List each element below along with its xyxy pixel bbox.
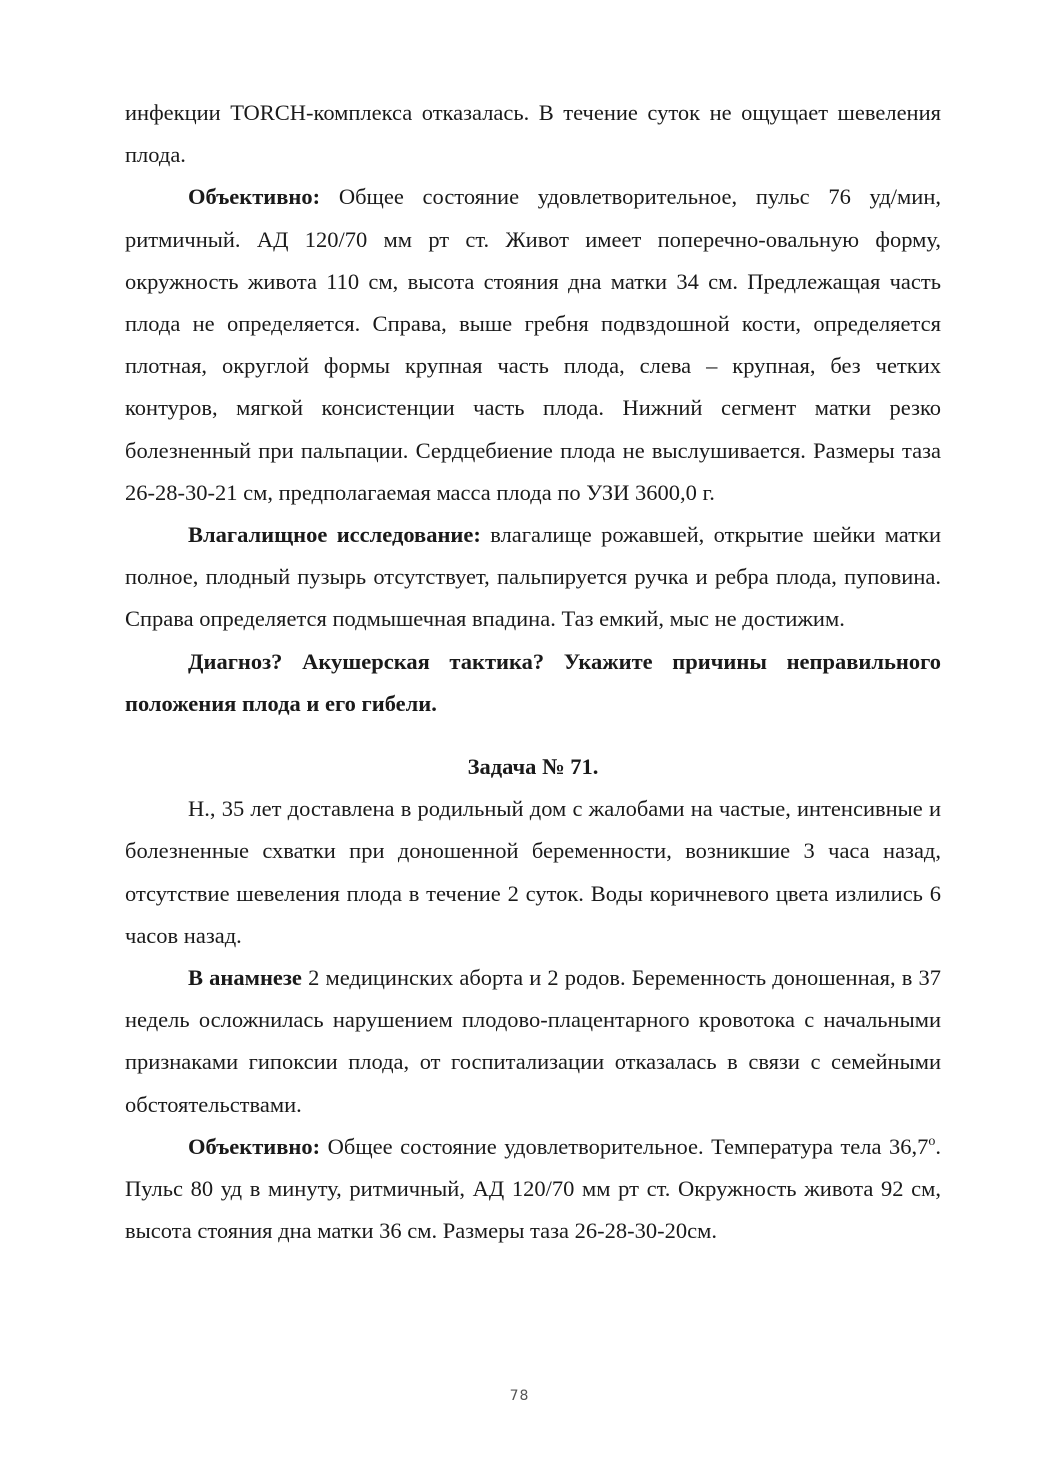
anamnesis-label: В анамнезе [188, 965, 302, 991]
objective-label-2: Объективно: [188, 1133, 321, 1159]
paragraph-objective-exam-2 [125, 1126, 941, 1253]
vaginal-exam-text: влагалище рожавшей, открытие шейки матки полное, плодный пузырь отсутствует, пальпируется ручка и ребра плода, пуповина. Справа определяется подмышечная впадина. Таз емкий, мыс не достижим. [125, 522, 941, 632]
paragraph-objective-exam [125, 176, 941, 514]
page-number: 78 [509, 1388, 530, 1404]
degree-superscript: о [928, 1133, 936, 1149]
vaginal-exam-label: Влагалищное исследование: [188, 522, 481, 548]
page-body [125, 92, 941, 1252]
paragraph-complaints: Н., 35 лет доставлена в родильный дом с жалобами на частые, интенсивные и болезненные схватки при доношенной беременности, возникшие 3 часа назад, отсутствие шевеления плода в течение 2 суток. Воды коричневого цвета излились 6 часов назад. [125, 796, 941, 948]
objective-label: Объективно: [188, 184, 321, 210]
task-heading: Задача № 71. [467, 754, 599, 780]
paragraph-anamnesis [125, 957, 941, 1126]
objective-text: Общее состояние удовлетворительное, пульс 76 уд/мин, ритмичный. АД 120/70 мм рт ст. Живот имеет поперечно-овальную форму, окружность живота 110 см, высота стояния дна матки 34 см. Предлежащая часть плода не определяется. Справа, выше гребня подвздошной кости, определяется плотная, округлой формы крупная часть плода, слева – крупная, без четких контуров, мягкой консистенции часть плода. Нижний сегмент матки резко болезненный при пальпации. Сердцебиение плода не выслушивается. Размеры таза 26-28-30-21 см, предполагаемая масса плода по УЗИ 3600,0 г. [125, 184, 941, 505]
objective-text-2b: . Пульс 80 уд в минуту, ритмичный, АД 120/70 мм рт ст. Окружность живота 92 см, высота стояния дна матки 36 см. Размеры таза 26-28-30-20см. [125, 1133, 941, 1244]
paragraph-vaginal-exam [125, 514, 941, 641]
task-question: Диагноз? Акушерская тактика? Укажите причины неправильного положения плода и его гибели. [125, 648, 941, 716]
paragraph-continuation: инфекции TORCH-комплекса отказалась. В течение суток не ощущает шевеления плода. [125, 100, 941, 168]
anamnesis-text: 2 медицинских аборта и 2 родов. Беременность доношенная, в 37 недель осложнилась нарушением плодово-плацентарного кровотока с начальными признаками гипоксии плода, от госпитализации отказалась в связи с семейными обстоятельствами. [125, 965, 941, 1117]
objective-text-2a: Общее состояние удовлетворительное. Температура тела 36,7 [320, 1133, 929, 1159]
